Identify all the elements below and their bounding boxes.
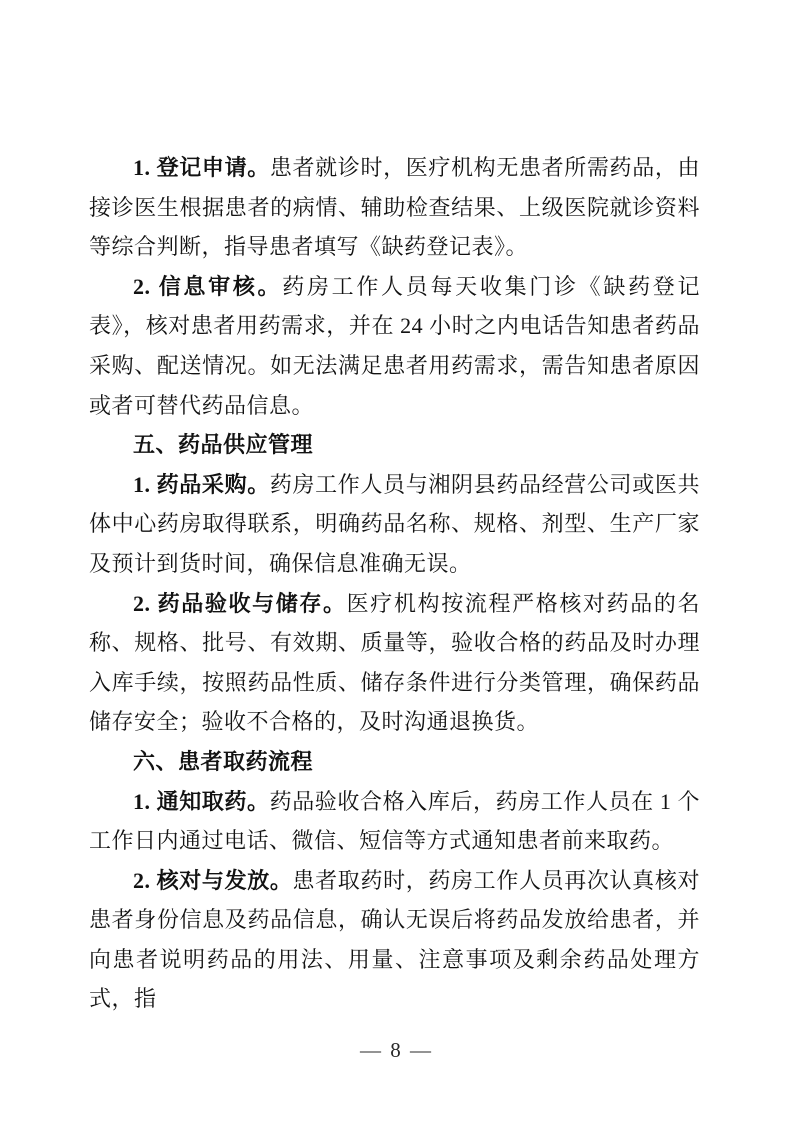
paragraph-text: 患者就诊时，医疗机构无患者所需药品，由接诊医生根据患者的病情、辅助检查结果、上级医院就诊资料等综合判断，指导患者填写《缺药登记表》。	[89, 155, 700, 260]
paragraph	[89, 782, 700, 861]
section-heading	[89, 425, 700, 465]
paragraph	[89, 584, 700, 742]
page-number: — 8 —	[360, 1038, 433, 1062]
paragraph-text: 医疗机构按流程严格核对药品的名称、规格、批号、有效期、质量等，验收合格的药品及时办理入库手续，按照药品性质、储存条件进行分类管理，确保药品储存安全；验收不合格的，及时沟通退换货。	[89, 590, 700, 735]
paragraph-lead: 2. 药品验收与储存。	[133, 590, 347, 616]
paragraph-text: 六、患者取药流程	[133, 748, 314, 774]
paragraph-text: 患者取药时，药房工作人员再次认真核对患者身份信息及药品信息，确认无误后将药品发放给患者，并向患者说明药品的用法、用量、注意事项及剩余药品处理方式，指	[89, 867, 700, 1012]
paragraph-lead: 1. 药品采购。	[133, 471, 270, 497]
document-body	[89, 148, 700, 1019]
paragraph	[89, 861, 700, 1019]
paragraph-lead: 2. 信息审核。	[133, 273, 283, 299]
paragraph	[89, 465, 700, 584]
paragraph-text: 药品验收合格入库后，药房工作人员在 1 个工作日内通过电话、微信、短信等方式通知患者前来取药。	[89, 788, 700, 854]
section-heading	[89, 742, 700, 782]
paragraph-text: 药房工作人员与湘阴县药品经营公司或医共体中心药房取得联系，明确药品名称、规格、剂型、生产厂家及预计到货时间，确保信息准确无误。	[89, 471, 700, 576]
paragraph-lead: 1. 通知取药。	[133, 788, 270, 814]
paragraph	[89, 148, 700, 267]
page-footer	[0, 1038, 793, 1062]
paragraph-text: 五、药品供应管理	[133, 432, 314, 458]
paragraph-lead: 1. 登记申请。	[133, 155, 270, 180]
paragraph-text: 药房工作人员每天收集门诊《缺药登记表》，核对患者用药需求，并在 24 小时之内电话告知患者药品采购、配送情况。如无法满足患者用药需求，需告知患者原因或者可替代药品信息。	[89, 273, 700, 418]
paragraph	[89, 267, 700, 425]
paragraph-lead: 2. 核对与发放。	[133, 867, 293, 893]
